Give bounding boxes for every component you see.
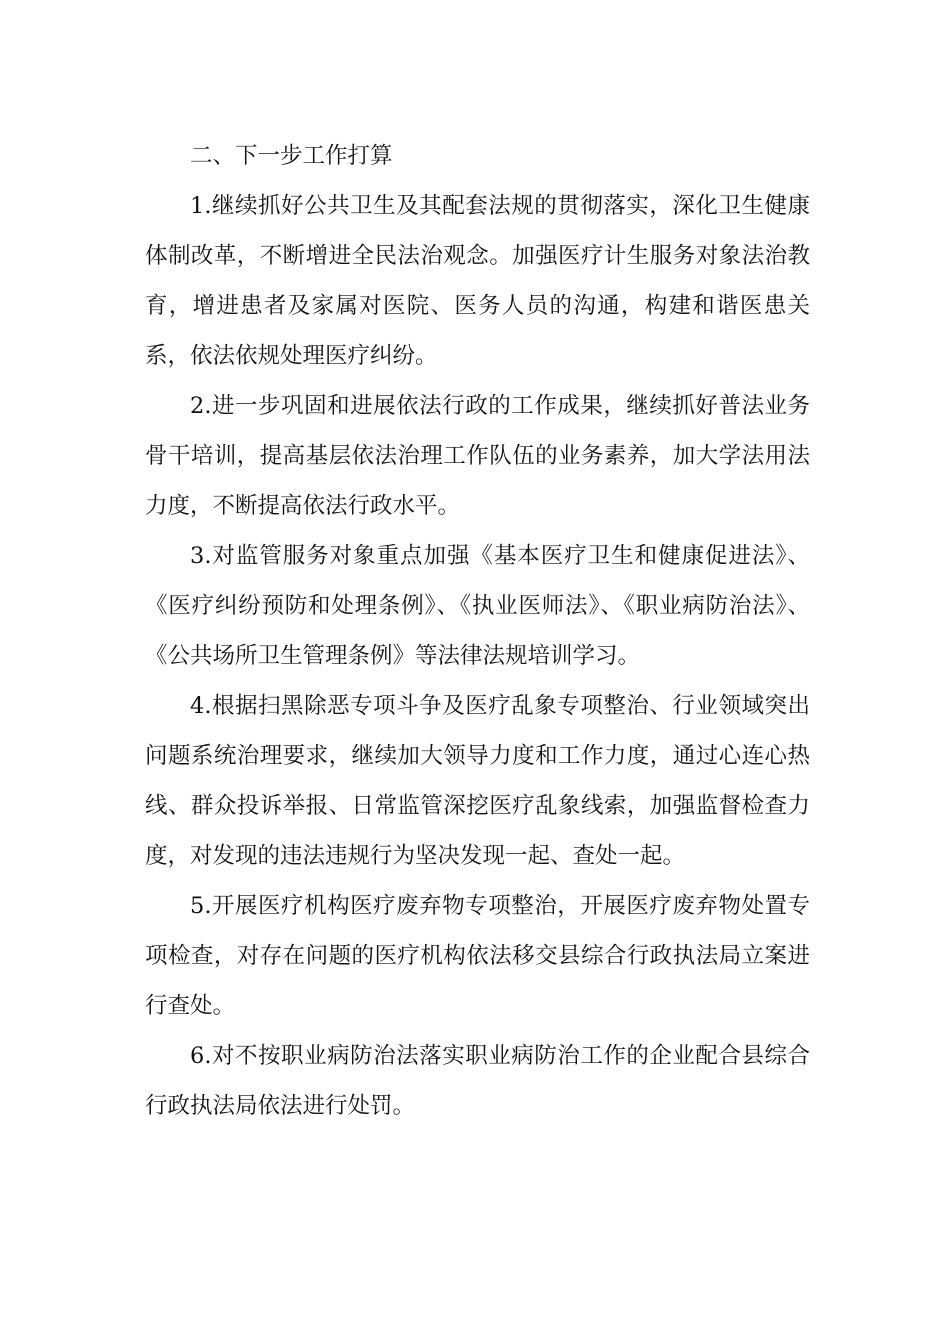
paragraph-1: 1.继续抓好公共卫生及其配套法规的贯彻落实，深化卫生健康体制改革，不断增进全民法治观念。加强医疗计生服务对象法治教育，增进患者及家属对医院、医务人员的沟通，构建和谐医患关系，依法依规处理医疗纠纷。 <box>145 193 810 369</box>
document-body <box>145 131 810 1131</box>
paragraph-5: 5.开展医疗机构医疗废弃物专项整治，开展医疗废弃物处置专项检查，对存在问题的医疗机构依法移交县综合行政执法局立案进行查处。 <box>145 893 810 1019</box>
paragraph-3: 3.对监管服务对象重点加强《基本医疗卫生和健康促进法》、《医疗纠纷预防和处理条例》、《执业医师法》、《职业病防治法》、《公共场所卫生管理条例》等法律法规培训学习。 <box>145 543 810 669</box>
section-heading: 二、下一步工作打算 <box>190 143 393 169</box>
paragraph-2: 2.进一步巩固和进展依法行政的工作成果，继续抓好普法业务骨干培训，提高基层依法治理工作队伍的业务素养，加大学法用法力度，不断提高依法行政水平。 <box>145 393 810 519</box>
paragraph-4: 4.根据扫黑除恶专项斗争及医疗乱象专项整治、行业领域突出问题系统治理要求，继续加大领导力度和工作力度，通过心连心热线、群众投诉举报、日常监管深挖医疗乱象线索，加强监督检查力度，对发现的违法违规行为坚决发现一起、查处一起。 <box>145 693 810 869</box>
paragraph-6: 6.对不按职业病防治法落实职业病防治工作的企业配合县综合行政执法局依法进行处罚。 <box>145 1043 810 1119</box>
